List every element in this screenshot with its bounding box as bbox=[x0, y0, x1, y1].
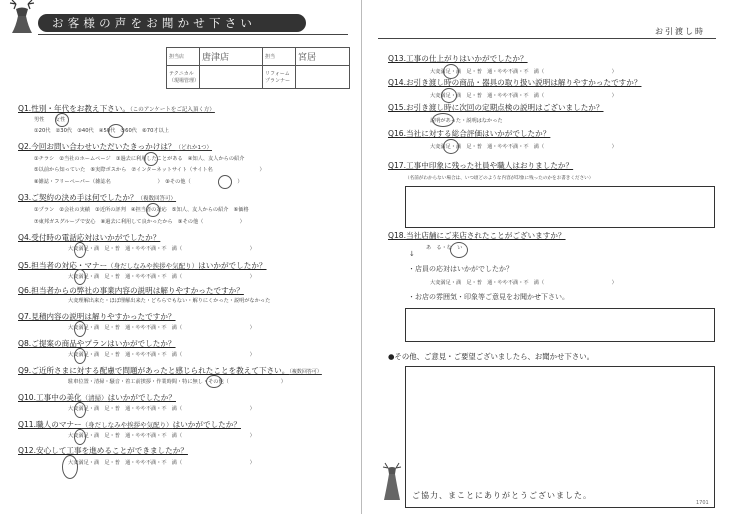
q2-mark-2 bbox=[218, 175, 232, 189]
q14-mark bbox=[441, 88, 457, 103]
q9-label: Q9.ご近所さまに対する配慮で問題があったと感じられたことを教えて下さい。（複数回答可） bbox=[18, 366, 322, 375]
q18-sub1: ・店員の応対はいかがでしたか？ bbox=[408, 265, 513, 273]
q2-options-2: ⑤以前から知っていた ⑥実際ボスから ⑦インターネットサイト（サイト名 ） bbox=[34, 167, 265, 173]
q9-options: 駐車位置・清掃・騒音・着工前挨拶・作業時間・特に無し・その他（ ） bbox=[68, 379, 286, 385]
tech-value bbox=[200, 66, 263, 89]
q15-label: Q15.お引き渡し時に次回の定期点検の説明はございましたか？ bbox=[388, 103, 604, 112]
q4-mark bbox=[74, 242, 86, 258]
q6-scale: 大変理解出来た・ほぼ理解出来た・どちらでもない・解りにくかった・説明がなかった bbox=[68, 298, 271, 304]
q11-mark bbox=[74, 429, 86, 445]
q15-mark bbox=[432, 113, 454, 127]
q7-label: Q7.見積内容の説明は解りやすかったですか？ bbox=[18, 312, 176, 321]
q17-label: Q17.工事中印象に残った社員や職人はおりましたか？ bbox=[388, 161, 574, 170]
form-code: 1701 bbox=[696, 500, 709, 506]
q8-scale: 大変満足・満 足・普 通・やや不満・不 満（ ） bbox=[68, 352, 255, 358]
q2-mark bbox=[144, 152, 158, 166]
q13-mark bbox=[443, 64, 459, 79]
thanks-text: ご協力、まことにありがとうございました。 bbox=[412, 491, 592, 500]
comment-box[interactable] bbox=[405, 366, 715, 508]
reform-value bbox=[296, 66, 350, 89]
arrow-down-icon: ↓ bbox=[409, 250, 415, 258]
q17-answer-box[interactable] bbox=[405, 186, 715, 228]
q1-age-mark bbox=[108, 124, 124, 138]
q5-label: Q5.担当者の対応・マナー（身だしなみや挨拶や気配り）はいかがでしたか？ bbox=[18, 261, 267, 270]
q12-mark bbox=[62, 455, 78, 479]
q3-mark bbox=[146, 203, 160, 217]
q10-scale: 大変満足・満 足・普 通・やや不満・不 満（ ） bbox=[68, 406, 255, 412]
q9-mark bbox=[206, 375, 222, 388]
right-header-rule bbox=[378, 38, 716, 39]
deer-small-logo bbox=[378, 462, 406, 502]
shop-value: 唐津店 bbox=[200, 48, 263, 66]
q18-answers: あ る・な い bbox=[426, 245, 463, 251]
q6-label: Q6.担当者からの弊社の事業内容の説明は解りやすかったですか？ bbox=[18, 286, 244, 295]
reform-label: リフォームプランナー bbox=[263, 66, 296, 89]
q17-note: （名前がわからない場合は、いつ頃どのような内容が印象に残ったのかをお書きください） bbox=[405, 176, 594, 181]
q1-gender: 男性 女性 bbox=[34, 117, 66, 123]
q12-scale: 大変満足・満 足・普 通・やや不満・不 満（ ） bbox=[68, 460, 255, 466]
q1-ages: ①20代 ②30代 ③40代 ④50代 ⑤60代 ⑥70才以上 bbox=[34, 128, 169, 134]
staff-value: 宮居 bbox=[296, 48, 350, 66]
q3-options-2: ⑦東邦ガスグループで安心 ⑧過去に利用して良かったから ⑨その他（ ） bbox=[34, 219, 245, 225]
q16-label: Q16.当社に対する総合評価はいかがでしたか？ bbox=[388, 129, 551, 138]
deer-logo bbox=[2, 0, 42, 34]
q18-sub1-scale: 大変満足・満 足・普 通・やや不満・不 満（ ） bbox=[430, 280, 617, 286]
q16-scale: 大変満足・満 足・普 通・やや不満・不 満（ ） bbox=[430, 144, 617, 150]
right-title: お引渡し時 bbox=[655, 27, 705, 36]
q16-mark bbox=[443, 139, 459, 154]
q4-label: Q4.受付時の電話応対はいかがでしたか？ bbox=[18, 233, 161, 242]
header-rule bbox=[38, 34, 348, 35]
q15-scale: 説明があった・説明はなかった bbox=[430, 118, 503, 124]
tech-label: テクニカル（現場管理） bbox=[167, 66, 200, 89]
q2-options-3: ⑧雑誌・フリーペーパー（雑誌名 ） ⑨その他（ ） bbox=[34, 179, 243, 185]
q7-scale: 大変満足・満 足・普 通・やや不満・不 満（ ） bbox=[68, 325, 255, 331]
q1-gender-mark bbox=[55, 113, 69, 127]
q4-scale: 大変満足・満 足・普 通・やや不満・不 満（ ） bbox=[68, 246, 255, 252]
info-table bbox=[166, 47, 350, 89]
q7-mark bbox=[74, 321, 86, 337]
shop-label: 担当店 bbox=[167, 48, 200, 66]
q14-scale: 大変満足・満 足・普 通・やや不満・不 満（ ） bbox=[430, 93, 617, 99]
q18-answer-box[interactable] bbox=[405, 308, 715, 342]
q13-label: Q13.工事の仕上がりはいかがでしたか？ bbox=[388, 54, 528, 63]
q18-sub2: ・お店の雰囲気・印象等ご意見をお聞かせ下さい。 bbox=[408, 293, 569, 301]
page-title: お客様の声をお聞かせ下さい bbox=[52, 16, 257, 30]
q1-label: Q1.性別・年代をお教え下さい。（このアンケートをご記入頂く方） bbox=[18, 104, 215, 113]
q3-label: Q3.ご契約の決め手は何でしたか？（複数回答可） bbox=[18, 193, 177, 202]
q5-scale: 大変満足・満 足・普 通・やや不満・不 満（ ） bbox=[68, 274, 255, 280]
q11-label: Q11.職人のマナー（身だしなみや挨拶や気配り）はいかがでしたか？ bbox=[18, 420, 241, 429]
page-divider bbox=[361, 0, 362, 514]
q11-scale: 大変満足・満 足・普 通・やや不満・不 満（ ） bbox=[68, 433, 255, 439]
q2-options-1: ①チラシ ②当社のホームページ ③過去に利用したことがある ④知人、友人からの紹介 bbox=[34, 156, 245, 162]
q2-label: Q2.今回お問い合わせいただいたきっかけは？（どれか1つ） bbox=[18, 142, 213, 151]
q3-options-1: ①プラン ②会社の実績 ③近所の評判 ④担当者の対応 ⑤知人、友人からの紹介 ⑥価格 bbox=[34, 207, 249, 213]
q10-mark bbox=[74, 402, 86, 418]
q8-mark bbox=[74, 348, 86, 364]
comment-label: ●その他、ご意見・ご要望ございましたら、お聞かせ下さい。 bbox=[388, 352, 594, 361]
staff-label: 担当 bbox=[263, 48, 296, 66]
q12-label: Q12.安心して工事を進めることができましたか？ bbox=[18, 446, 188, 455]
q18-mark bbox=[450, 242, 468, 258]
q8-label: Q8.ご提案の商品やプランはいかがでしたか？ bbox=[18, 339, 176, 348]
q18-label: Q18.当社店舗にご来店されたことがございますか？ bbox=[388, 231, 566, 240]
q13-scale: 大変満足・満 足・普 通・やや不満・不 満（ ） bbox=[430, 69, 617, 75]
q10-label: Q10.工事中の美化（清掃）はいかがでしたか？ bbox=[18, 393, 176, 402]
q14-label: Q14.お引き渡し時の商品・器具の取り扱い説明は解りやすかったですか？ bbox=[388, 78, 642, 87]
q5-mark bbox=[74, 269, 86, 285]
